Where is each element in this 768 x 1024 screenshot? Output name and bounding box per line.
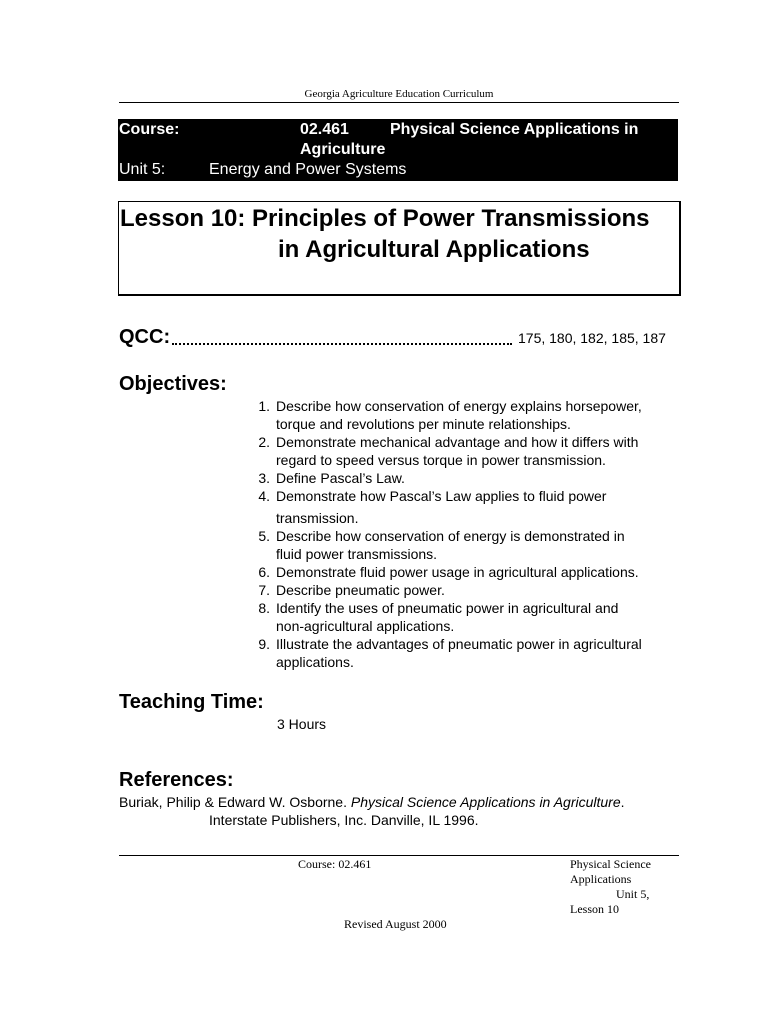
course-label: Course: [119, 121, 180, 138]
objective-number: 6. [258, 564, 270, 580]
objective-number: 7. [258, 582, 270, 598]
objective-item [250, 581, 680, 599]
objective-number: 5. [258, 528, 270, 544]
objectives-list [250, 397, 680, 671]
reference-authors: Buriak, Philip & Edward W. Osborne. [119, 794, 351, 810]
objective-text: Describe how conservation of energy is demonstrated in [276, 528, 625, 544]
curriculum-header: Georgia Agriculture Education Curriculum [304, 88, 494, 100]
course-name-line1: Physical Science Applications in [390, 121, 639, 138]
objective-text-cont: applications. [276, 654, 354, 670]
objective-text-cont: torque and revolutions per minute relationships. [276, 416, 571, 432]
objective-text-cont: non-agricultural applications. [276, 618, 455, 634]
qcc-values: 175, 180, 182, 185, 187 [518, 330, 666, 346]
teaching-time-value: 3 Hours [277, 716, 327, 732]
objective-number: 9. [258, 636, 270, 652]
objective-text: Identify the uses of pneumatic power in agricultural and [276, 600, 619, 616]
objective-text: Describe pneumatic power. [276, 582, 445, 598]
course-info-box [118, 119, 678, 181]
objective-number: 8. [258, 600, 270, 616]
objective-item [250, 433, 680, 469]
course-name-line2: Agriculture [300, 141, 386, 158]
lesson-title-line1: Lesson 10: Principles of Power Transmissions [120, 205, 650, 232]
objective-item [250, 635, 680, 671]
objective-text: Demonstrate fluid power usage in agricultural applications. [276, 564, 639, 580]
objective-item [250, 563, 680, 581]
objective-item [250, 599, 680, 635]
lesson-title-box [118, 201, 681, 296]
footer-title-line2: Applications [570, 872, 632, 886]
reference-publisher: Interstate Publishers, Inc. Danville, IL 1996. [209, 812, 479, 828]
objective-number: 3. [258, 470, 270, 486]
objective-text-cont: regard to speed versus torque in power transmission. [276, 452, 606, 468]
reference-book-title: Physical Science Applications in Agriculture [350, 794, 621, 810]
objective-text-cont: fluid power transmissions. [276, 546, 438, 562]
objective-item [250, 527, 680, 563]
footer-lesson: Lesson 10 [570, 902, 619, 916]
objective-item [250, 487, 680, 527]
qcc-label: QCC: [119, 326, 171, 348]
objective-number: 2. [258, 434, 270, 450]
course-number: 02.461 [300, 121, 349, 138]
references-heading: References: [119, 769, 234, 791]
objective-number: 1. [258, 398, 270, 414]
reference-period: . [620, 794, 625, 810]
objective-text: Demonstrate mechanical advantage and how it differs with [276, 434, 639, 450]
objective-text: Define Pascal’s Law. [276, 470, 405, 486]
objective-item [250, 397, 680, 433]
objective-text: Illustrate the advantages of pneumatic power in agricultural [276, 636, 642, 652]
unit-label: Unit 5: [119, 161, 166, 178]
objective-text-cont: transmission. [276, 510, 359, 526]
footer-divider [119, 855, 679, 856]
objective-text: Demonstrate how Pascal’s Law applies to fluid power [276, 488, 607, 504]
objectives-heading: Objectives: [119, 373, 227, 395]
footer-unit: Unit 5, [616, 887, 650, 901]
unit-name: Energy and Power Systems [209, 161, 407, 178]
qcc-dot-leader [172, 329, 512, 345]
objective-text: Describe how conservation of energy explains horsepower, [276, 398, 642, 414]
footer-title-line1: Physical Science [570, 857, 651, 871]
reference-citation [119, 794, 625, 810]
objective-item [250, 469, 680, 487]
lesson-title-line2: in Agricultural Applications [278, 236, 590, 263]
header-divider [119, 102, 679, 103]
footer-course-title [570, 857, 680, 917]
footer-course: Course: 02.461 [298, 857, 372, 871]
footer-revised-date: Revised August 2000 [344, 917, 447, 931]
objective-number: 4. [258, 488, 270, 504]
teaching-time-heading: Teaching Time: [119, 691, 264, 713]
